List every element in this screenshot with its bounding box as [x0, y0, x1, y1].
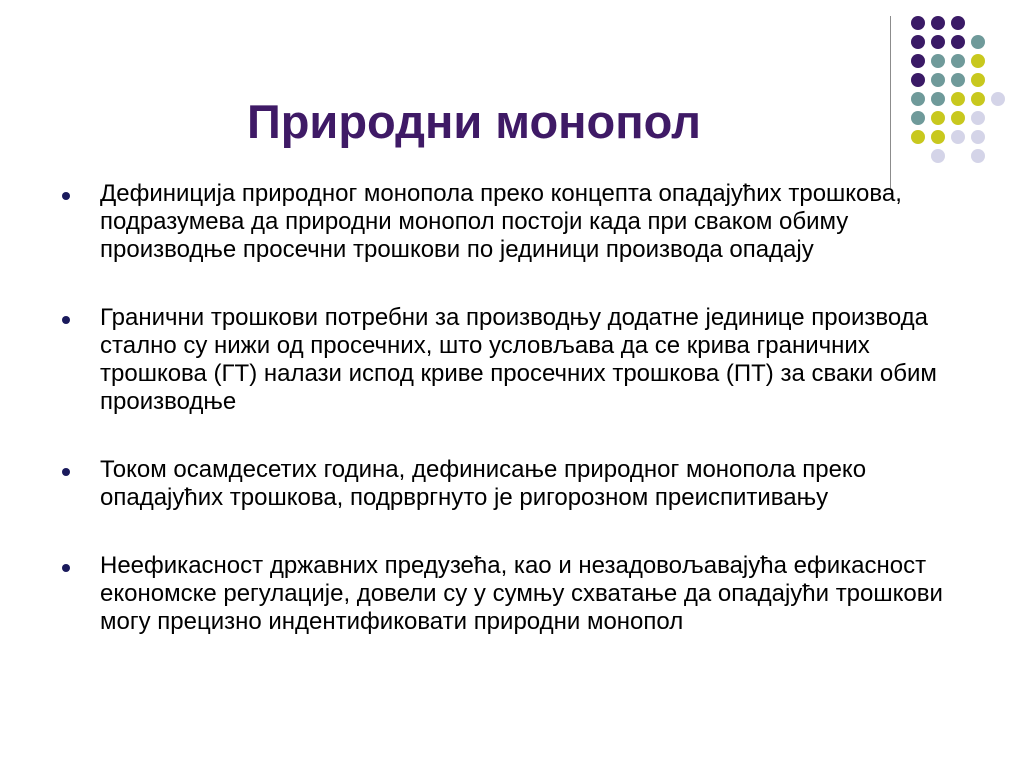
- decorative-dot-grid: [0, 0, 1024, 180]
- decorative-dot: [971, 54, 985, 68]
- decorative-dot: [991, 92, 1005, 106]
- decorative-dot: [971, 149, 985, 163]
- decorative-dot: [971, 73, 985, 87]
- bullet-text: Гранични трошкови потребни за производњу додатне јединице производа стално су нижи од просечних, што условљава да се крива граничних трошкова (ГТ) налази испод криве просечних трошкова (ПТ) за сваки обим производње: [100, 304, 937, 415]
- decorative-dot: [951, 73, 965, 87]
- bullet-dot-icon: [62, 192, 70, 200]
- decorative-dot: [911, 16, 925, 30]
- decorative-dot: [931, 35, 945, 49]
- decorative-dot: [951, 35, 965, 49]
- bullet-item: [62, 552, 982, 636]
- bullet-item: [62, 304, 982, 416]
- bullet-item: [62, 456, 982, 512]
- decorative-dot: [971, 111, 985, 125]
- decorative-dot: [951, 111, 965, 125]
- decorative-dot: [931, 54, 945, 68]
- decorative-dot: [911, 54, 925, 68]
- bullet-dot-icon: [62, 316, 70, 324]
- decorative-dot: [951, 130, 965, 144]
- bullet-dot-icon: [62, 564, 70, 572]
- slide-title: Природни монопол: [246, 95, 702, 148]
- bullet-text: Неефикасност државних предузећа, као и незадовољавајућа ефикасност економске регулације, довели су у сумњу схватање да опадајући трошкови могу прецизно индентификовати природни монопол: [100, 552, 943, 635]
- bullet-dot-icon: [62, 468, 70, 476]
- decorative-dot: [971, 35, 985, 49]
- decorative-dot: [951, 54, 965, 68]
- bullet-text: Дефиниција природног монопола преко концепта опадајућих трошкова, подразумева да природни монопол постоји када при сваком обиму производње просечни трошкови по јединици производа опадају: [100, 180, 902, 263]
- bullet-item: [62, 180, 982, 264]
- decorative-dot: [911, 73, 925, 87]
- bullet-list: [62, 180, 982, 676]
- decorative-dot: [951, 16, 965, 30]
- decorative-dot: [971, 130, 985, 144]
- bullet-text: Током осамдесетих година, дефинисање природног монопола преко опадајућих трошкова, подрвргнуто је ригорозном преиспитивању: [100, 456, 867, 511]
- decorative-dot: [931, 73, 945, 87]
- decorative-dot: [971, 92, 985, 106]
- decorative-dot: [951, 92, 965, 106]
- decorative-dot: [911, 35, 925, 49]
- decorative-dot: [931, 16, 945, 30]
